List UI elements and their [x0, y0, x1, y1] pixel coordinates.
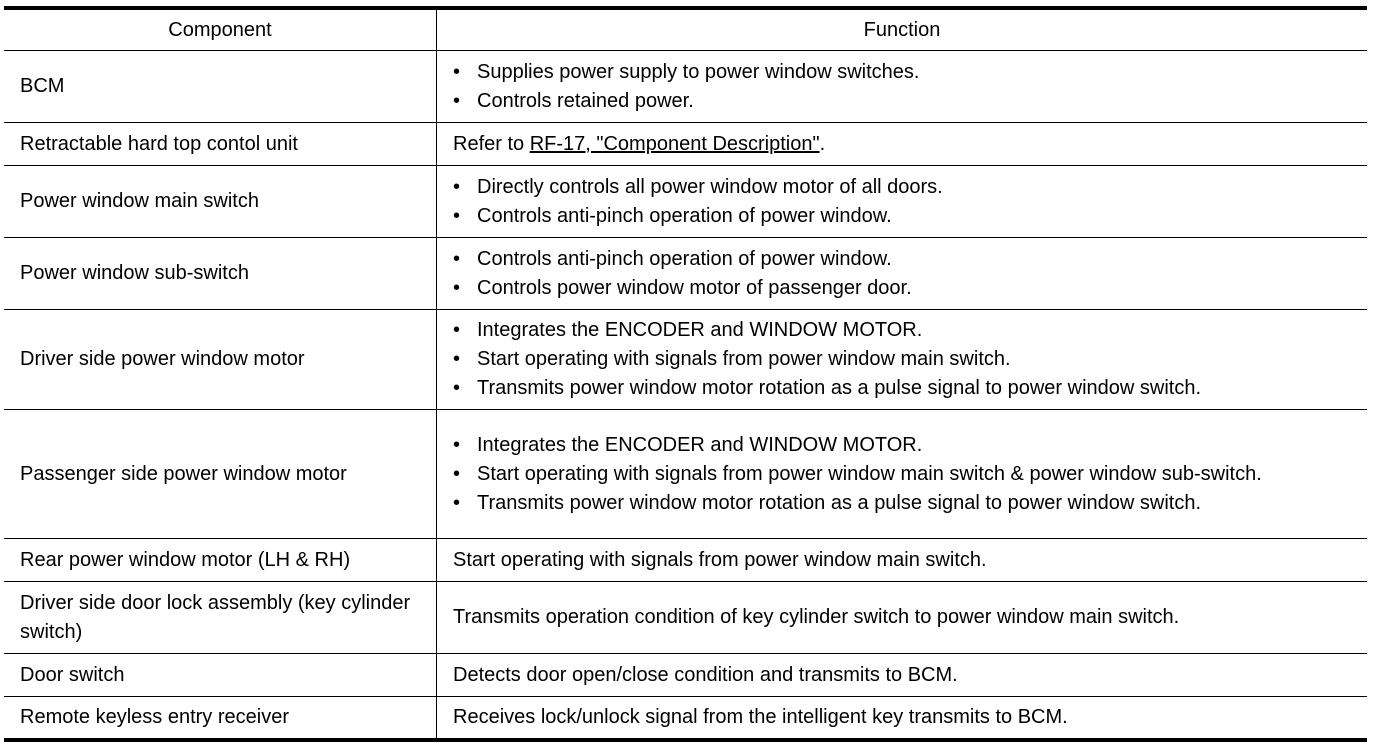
function-bullet: • Start operating with signals from power window main switch & power window sub-switch.: [453, 460, 1351, 489]
function-bullet: • Controls anti-pinch operation of power window.: [453, 202, 1351, 231]
header-row: [4, 8, 1367, 51]
table-row: [4, 51, 1367, 123]
function-bullet-list: [453, 316, 1351, 403]
component-cell: BCM: [4, 51, 437, 123]
table-row: [4, 582, 1367, 654]
component-description-link[interactable]: RF-17, "Component Description": [529, 132, 820, 155]
function-bullet: • Integrates the ENCODER and WINDOW MOTOR.: [453, 316, 1351, 345]
function-header: Function: [437, 8, 1368, 51]
component-cell: Power window sub-switch: [4, 238, 437, 310]
table-row: [4, 539, 1367, 582]
component-cell: Passenger side power window motor: [4, 410, 437, 539]
function-cell: [437, 51, 1368, 123]
function-bullet: • Supplies power supply to power window switches.: [453, 58, 1351, 87]
function-cell: [437, 238, 1368, 310]
table-row: [4, 697, 1367, 740]
table-row: [4, 654, 1367, 697]
function-cell: Detects door open/close condition and transmits to BCM.: [437, 654, 1368, 697]
table-row: [4, 238, 1367, 310]
component-cell: Door switch: [4, 654, 437, 697]
function-cell: Receives lock/unlock signal from the intelligent key transmits to BCM.: [437, 697, 1368, 740]
component-function-table: [4, 6, 1367, 742]
function-bullet-list: [453, 58, 1351, 116]
function-bullet: • Transmits power window motor rotation as a pulse signal to power window switch.: [453, 489, 1351, 518]
ref-prefix: Refer to: [453, 132, 530, 155]
function-cell: [437, 166, 1368, 238]
component-header: Component: [4, 8, 437, 51]
function-bullet: • Controls anti-pinch operation of power window.: [453, 245, 1351, 274]
function-bullet-list: [453, 245, 1351, 303]
function-cell: [437, 310, 1368, 410]
function-cell: [437, 123, 1368, 166]
table-row: [4, 166, 1367, 238]
function-cell: Transmits operation condition of key cylinder switch to power window main switch.: [437, 582, 1368, 654]
function-bullet: • Integrates the ENCODER and WINDOW MOTOR.: [453, 431, 1351, 460]
function-bullet-list: [453, 173, 1351, 231]
function-bullet: • Directly controls all power window motor of all doors.: [453, 173, 1351, 202]
function-bullet: • Controls retained power.: [453, 87, 1351, 116]
table-row: [4, 123, 1367, 166]
table-row: [4, 410, 1367, 539]
ref-suffix: .: [819, 132, 826, 155]
component-cell: Rear power window motor (LH & RH): [4, 539, 437, 582]
component-cell: Retractable hard top contol unit: [4, 123, 437, 166]
table-row: [4, 310, 1367, 410]
function-bullet: • Start operating with signals from power window main switch.: [453, 345, 1351, 374]
function-cell: Start operating with signals from power window main switch.: [437, 539, 1368, 582]
function-cell: [437, 410, 1368, 539]
component-cell: Driver side power window motor: [4, 310, 437, 410]
function-bullet-list: [453, 431, 1351, 518]
component-cell: Driver side door lock assembly (key cylinder switch): [4, 582, 437, 654]
function-bullet: • Controls power window motor of passenger door.: [453, 274, 1351, 303]
component-cell: Power window main switch: [4, 166, 437, 238]
component-cell: Remote keyless entry receiver: [4, 697, 437, 740]
function-bullet: • Transmits power window motor rotation as a pulse signal to power window switch.: [453, 374, 1351, 403]
